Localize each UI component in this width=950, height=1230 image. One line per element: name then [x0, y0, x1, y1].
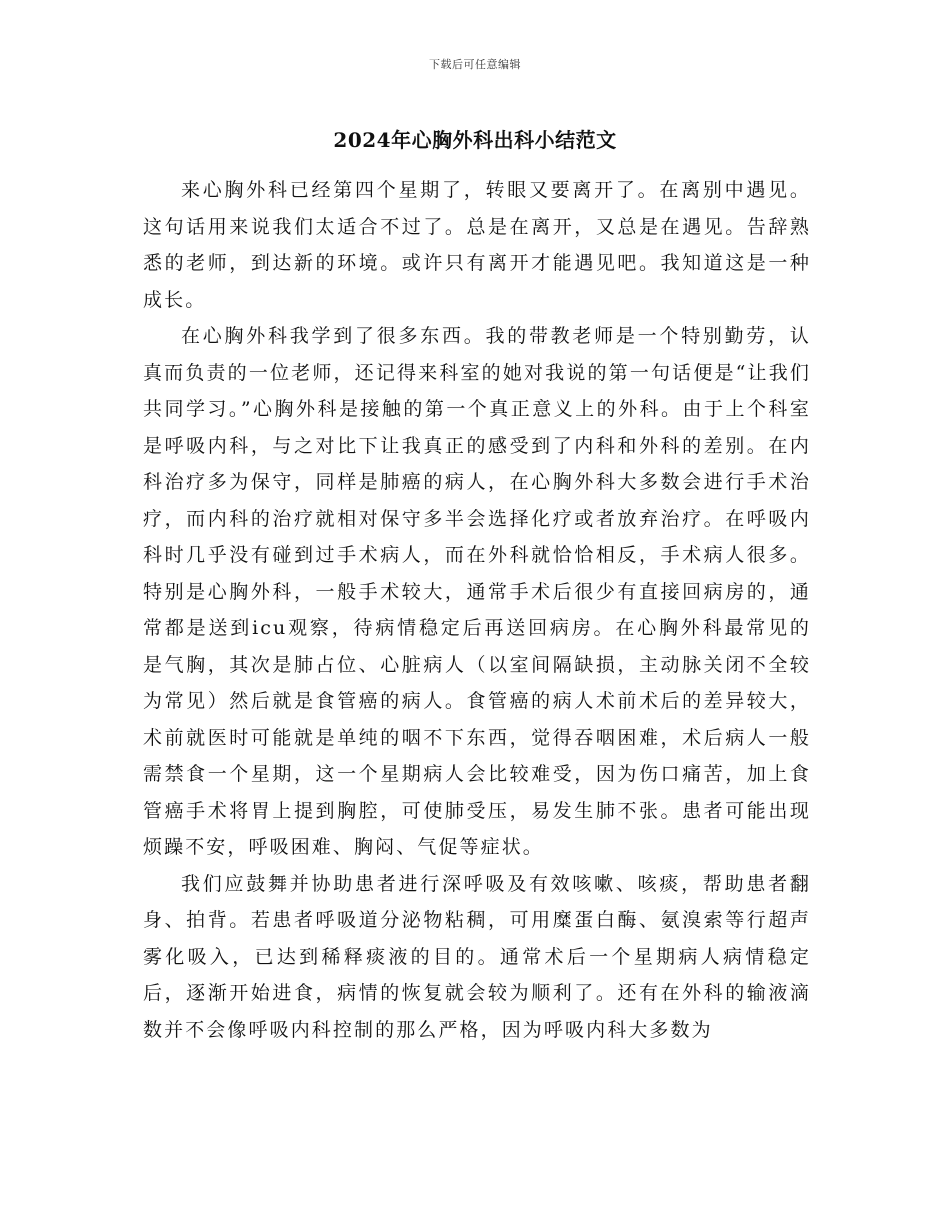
document-title: 2024年心胸外科出科小结范文 — [333, 128, 617, 152]
body-paragraph-1: 来心胸外科已经第四个星期了，转眼又要离开了。在离别中遇见。这句话用来说我们太适合不过了。总是在离开，又总是在遇见。告辞熟悉的老师，到达新的环境。或许只有离开才能遇见吧。我知道这是一种成长。 — [143, 179, 811, 311]
page-header-note: 下载后可任意编辑 — [429, 58, 521, 71]
body-paragraph-2: 在心胸外科我学到了很多东西。我的带教老师是一个特别勤劳，认真而负责的一位老师，还记得来科室的她对我说的第一句话便是“让我们共同学习。”心胸外科是接触的第一个真正意义上的外科。由于上个科室是呼吸内科，与之对比下让我真正的感受到了内科和外科的差别。在内科治疗多为保守，同样是肺癌的病人，在心胸外科大多数会进行手术治疗，而内科的治疗就相对保守多半会选择化疗或者放弃治疗。在呼吸内科时几乎没有碰到过手术病人，而在外科就恰恰相反，手术病人很多。特别是心胸外科，一般手术较大，通常手术后很少有直接回病房的，通常都是送到icu观察，待病情稳定后再送回病房。在心胸外科最常见的是气胸，其次是肺占位、心脏病人（以室间隔缺损，主动脉关闭不全较为常见）然后就是食管癌的病人。食管癌的病人术前术后的差异较大，术前就医时可能就是单纯的咽不下东西，觉得吞咽困难，术后病人一般需禁食一个星期，这一个星期病人会比较难受，因为伤口痛苦，加上食管癌手术将胃上提到胸腔，可使肺受压，易发生肺不张。患者可能出现烦躁不安，呼吸困难、胸闷、气促等症状。 — [143, 325, 811, 858]
document-body — [143, 172, 811, 1048]
body-paragraph-3: 我们应鼓舞并协助患者进行深呼吸及有效咳嗽、咳痰，帮助患者翻身、拍背。若患者呼吸道分泌物粘稠，可用糜蛋白酶、氨溴索等行超声雾化吸入，已达到稀释痰液的目的。通常术后一个星期病人病情稳定后，逐渐开始进食，病情的恢复就会较为顺利了。还有在外科的输液滴数并不会像呼吸内科控制的那么严格，因为呼吸内科大多数为 — [143, 872, 811, 1041]
